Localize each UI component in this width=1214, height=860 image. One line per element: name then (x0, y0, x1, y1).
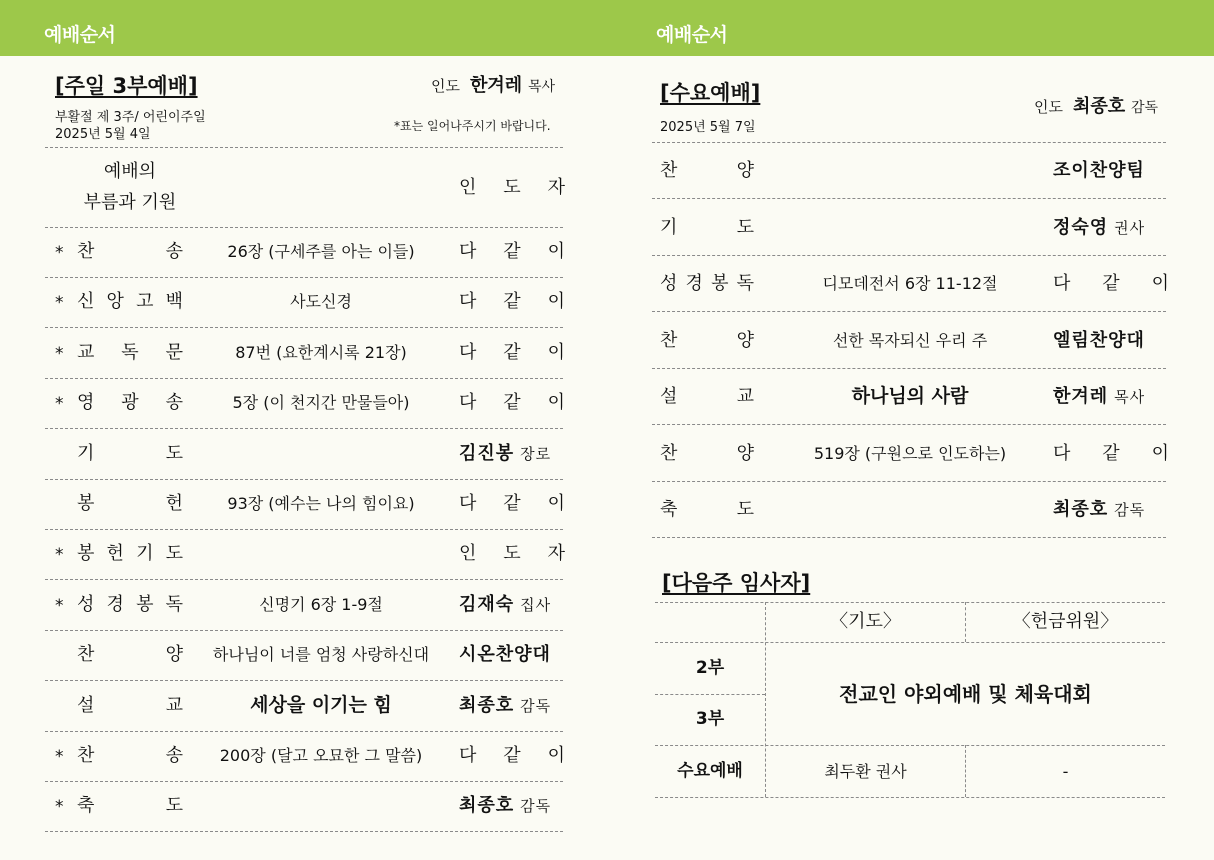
order-label-char: 독 (121, 341, 139, 363)
leader-char: 같 (1102, 442, 1120, 464)
divider (652, 142, 1166, 143)
order-label-char: 경 (106, 593, 124, 615)
row-wednesday: 수요예배 (677, 761, 743, 781)
row-3bu: 3부 (695, 709, 725, 729)
divider (652, 537, 1166, 538)
table-line (655, 694, 765, 695)
leader-char: 다 (459, 392, 477, 414)
divider (45, 378, 563, 379)
sunday-date: 2025년 5월 4일 (55, 127, 151, 142)
order-label-char: 송 (165, 745, 183, 766)
wednesday-date: 2025년 5월 7일 (660, 120, 756, 135)
table-line (655, 642, 1165, 643)
order-leader (459, 243, 565, 261)
order-label-char: 독 (165, 593, 183, 615)
order-label (77, 495, 183, 513)
leader-char: 다 (459, 241, 477, 262)
order-label (660, 501, 754, 519)
leader-char: 다 (459, 493, 477, 514)
table-line (655, 745, 1165, 746)
order-label (77, 394, 183, 412)
order-label-char: 송 (165, 392, 183, 414)
order-leader (459, 646, 551, 664)
order-label (77, 646, 183, 664)
order-label (660, 216, 754, 238)
order-label-char: 도 (736, 499, 754, 520)
order-label (77, 442, 183, 464)
order-content: 디모데전서 6장 11-12절 (822, 274, 998, 293)
order-label (77, 341, 183, 363)
leader-char: 같 (503, 241, 521, 262)
order-label-char: 찬 (77, 745, 95, 766)
leader-char: 이 (1151, 442, 1169, 464)
call-to-worship-line1: 예배의 (103, 161, 157, 182)
divider (45, 529, 563, 530)
order-leader (459, 293, 565, 311)
divider (45, 831, 563, 832)
divider (45, 630, 563, 631)
left-section-title: 예배순서 (44, 24, 116, 46)
leader-char: 다 (1053, 442, 1071, 464)
order-content: 선한 목자되신 우리 주 (832, 330, 988, 350)
leader-name: 정숙영 (1053, 216, 1109, 238)
leader-name: 엘림찬양대 (1053, 329, 1145, 351)
leader-char: 같 (503, 745, 521, 766)
order-label-char: 찬 (660, 160, 678, 181)
order-leader (1053, 275, 1169, 293)
order-content: 26장 (구세주를 아는 이들) (227, 242, 415, 261)
order-leader (1053, 162, 1145, 180)
order-leader (1053, 388, 1145, 406)
leader-char: 같 (1102, 273, 1120, 294)
divider (652, 255, 1166, 256)
order-content: 5장 (이 천지간 만물들아) (232, 393, 410, 413)
leader-char: 자 (547, 177, 565, 198)
standing-mark: * (55, 243, 64, 263)
leader-char: 자 (547, 543, 565, 565)
order-label-char: 양 (736, 329, 754, 351)
leader-char: 이 (1151, 273, 1169, 294)
wednesday-leader-role: 감독 (1131, 100, 1159, 116)
divider (45, 277, 563, 278)
standing-mark: * (55, 343, 64, 364)
order-label (660, 162, 754, 180)
leader-name: 시온찬양대 (459, 644, 551, 666)
order-label-char: 양 (736, 442, 754, 464)
standing-note: *표는 일어나주시기 바랍니다. (394, 119, 551, 133)
leader-char: 이 (547, 241, 565, 262)
order-content: 하나님이 너를 엄청 사랑하신대 (212, 645, 430, 665)
order-leader (459, 442, 552, 464)
order-label-char: 교 (736, 386, 754, 407)
divider (45, 579, 563, 580)
standing-mark: * (55, 747, 64, 767)
order-label-char: 기 (136, 543, 154, 565)
order-label-char: 봉 (711, 273, 729, 294)
order-label (77, 694, 183, 716)
header-bar (0, 0, 1214, 56)
order-label-char: 교 (165, 694, 183, 716)
order-label (77, 747, 183, 765)
leader-char: 인 (459, 177, 477, 198)
order-label-char: 교 (77, 341, 95, 363)
order-label-char: 헌 (106, 543, 124, 565)
order-label-char: 양 (736, 160, 754, 181)
order-label (77, 797, 183, 815)
order-label-char: 문 (165, 341, 183, 363)
leader-name: 김진봉 (459, 442, 515, 464)
order-label-char: 찬 (77, 241, 95, 262)
next-week-title: [다음주 임사자] (662, 571, 811, 595)
order-label-char: 기 (660, 216, 678, 238)
order-label (77, 293, 183, 311)
order-label-char: 성 (660, 273, 678, 294)
order-leader (459, 394, 565, 412)
order-label-char: 백 (165, 291, 183, 313)
divider (652, 368, 1166, 369)
divider (45, 428, 563, 429)
order-label-char: 찬 (77, 644, 95, 666)
order-leader (1053, 216, 1146, 238)
sunday-leader-prefix: 인도 (431, 77, 460, 95)
leader-char: 다 (459, 291, 477, 313)
divider (45, 731, 563, 732)
order-label-char: 경 (685, 273, 703, 294)
order-label-char: 기 (77, 442, 95, 464)
divider (45, 227, 563, 228)
leader-char: 다 (459, 745, 477, 766)
leader-role: 장로 (520, 444, 552, 463)
divider (652, 198, 1166, 199)
order-label (77, 545, 183, 563)
order-label-char: 독 (736, 273, 754, 294)
order-leader (459, 593, 552, 615)
order-label-char: 도 (165, 795, 183, 817)
order-label-char: 신 (77, 291, 95, 313)
leader-char: 이 (547, 341, 565, 363)
leader-name: 조이찬양팀 (1053, 160, 1145, 181)
order-label-char: 축 (660, 499, 678, 520)
order-content: 사도신경 (290, 292, 352, 312)
offering-column-header: 〈헌금위원〉 (1012, 611, 1119, 632)
order-leader (459, 495, 565, 513)
leader-role: 감독 (1114, 501, 1146, 519)
leader-char: 같 (503, 291, 521, 313)
order-label-char: 봉 (136, 593, 154, 615)
order-label-char: 고 (136, 291, 154, 313)
leader-char: 같 (503, 493, 521, 514)
order-leader (459, 797, 551, 815)
order-label (660, 388, 754, 406)
leader-role: 권사 (1114, 218, 1146, 237)
wednesday-leader-name: 최종호 (1073, 96, 1126, 117)
table-line (655, 602, 1165, 603)
wednesday-leader-prefix: 인도 (1034, 98, 1063, 116)
leader-name: 최종호 (459, 694, 515, 716)
leader-char: 다 (1053, 273, 1071, 294)
table-line (655, 797, 1165, 798)
leader-role: 감독 (520, 696, 552, 715)
order-label-char: 축 (77, 795, 95, 817)
wednesday-offering-server: - (1062, 762, 1069, 781)
leader-char: 이 (547, 745, 565, 766)
leader-name: 최종호 (1053, 499, 1109, 520)
leader-role: 집사 (520, 595, 552, 614)
leader-char: 이 (547, 291, 565, 313)
order-label-char: 앙 (106, 291, 124, 313)
order-leader (459, 341, 565, 363)
divider (652, 311, 1166, 312)
order-leader (459, 545, 565, 563)
order-label-char: 성 (77, 593, 95, 615)
sunday-leader-name: 한겨레 (470, 75, 523, 96)
leader-char: 도 (503, 543, 521, 565)
leader-char: 같 (503, 341, 521, 363)
right-section-title: 예배순서 (656, 24, 728, 46)
order-content: 93장 (예수는 나의 힘이요) (227, 494, 415, 513)
call-to-worship-line2: 부름과 기원 (83, 192, 177, 213)
order-label-char: 봉 (77, 543, 95, 565)
leader-char: 다 (459, 341, 477, 363)
divider (45, 680, 563, 681)
order-label-char: 영 (77, 392, 95, 414)
leader-char: 같 (503, 392, 521, 414)
divider (652, 481, 1166, 482)
standing-mark: * (55, 595, 64, 616)
sunday-leader-role: 목사 (528, 79, 556, 95)
leader-name: 최종호 (459, 795, 515, 817)
row-2bu: 2부 (695, 658, 725, 678)
leader-name: 김재숙 (459, 593, 515, 615)
order-label-char: 도 (165, 543, 183, 565)
order-content: 200장 (달고 오묘한 그 말씀) (219, 746, 423, 765)
order-label (77, 243, 183, 261)
standing-mark: * (55, 545, 64, 566)
order-label (660, 442, 754, 464)
leader-name: 한겨레 (1053, 386, 1109, 407)
divider (45, 147, 563, 148)
order-label-char: 광 (121, 392, 139, 414)
divider (45, 479, 563, 480)
order-content: 519장 (구원으로 인도하는) (813, 443, 1007, 463)
prayer-column-header: 〈기도〉 (830, 611, 901, 632)
order-content: 87번 (요한계시록 21장) (235, 342, 407, 362)
leader-char: 이 (547, 493, 565, 514)
order-leader (1053, 501, 1145, 519)
order-label (660, 329, 754, 351)
order-content: 신명기 6장 1-9절 (259, 594, 383, 614)
order-label-char: 헌 (165, 493, 183, 514)
wednesday-prayer-server: 최두환 권사 (824, 762, 907, 781)
order-label-char: 도 (165, 442, 183, 464)
order-label (77, 593, 183, 615)
order-label-char: 송 (165, 241, 183, 262)
call-to-worship-leader (459, 179, 565, 197)
order-label-char: 봉 (77, 493, 95, 514)
wednesday-service-title: [수요예배] (660, 81, 761, 105)
order-label-char: 설 (660, 386, 678, 407)
order-label-char: 설 (77, 694, 95, 716)
standing-mark: * (55, 797, 64, 818)
leader-role: 감독 (520, 797, 552, 816)
sunday-service-title: [주일 3부예배] (55, 74, 198, 98)
divider (652, 424, 1166, 425)
merged-event-text: 전교인 야외예배 및 체육대회 (839, 682, 1092, 706)
order-label-char: 찬 (660, 329, 678, 351)
order-leader (1053, 329, 1145, 351)
order-leader (459, 747, 565, 765)
leader-char: 도 (503, 177, 521, 198)
leader-char: 이 (547, 392, 565, 414)
order-content: 하나님의 사람 (851, 385, 969, 407)
standing-mark: * (55, 293, 64, 314)
divider (45, 327, 563, 328)
divider (45, 781, 563, 782)
order-label-char: 양 (165, 644, 183, 666)
sunday-subtitle: 부활절 제 3주/ 어린이주일 (55, 110, 206, 125)
leader-char: 인 (459, 543, 477, 565)
order-content: 세상을 이기는 힘 (250, 693, 392, 716)
standing-mark: * (55, 394, 64, 415)
leader-role: 목사 (1114, 388, 1146, 406)
order-label-char: 찬 (660, 442, 678, 464)
order-leader (459, 694, 552, 716)
order-label (660, 275, 754, 293)
order-leader (1053, 442, 1169, 464)
order-label-char: 도 (736, 216, 754, 238)
